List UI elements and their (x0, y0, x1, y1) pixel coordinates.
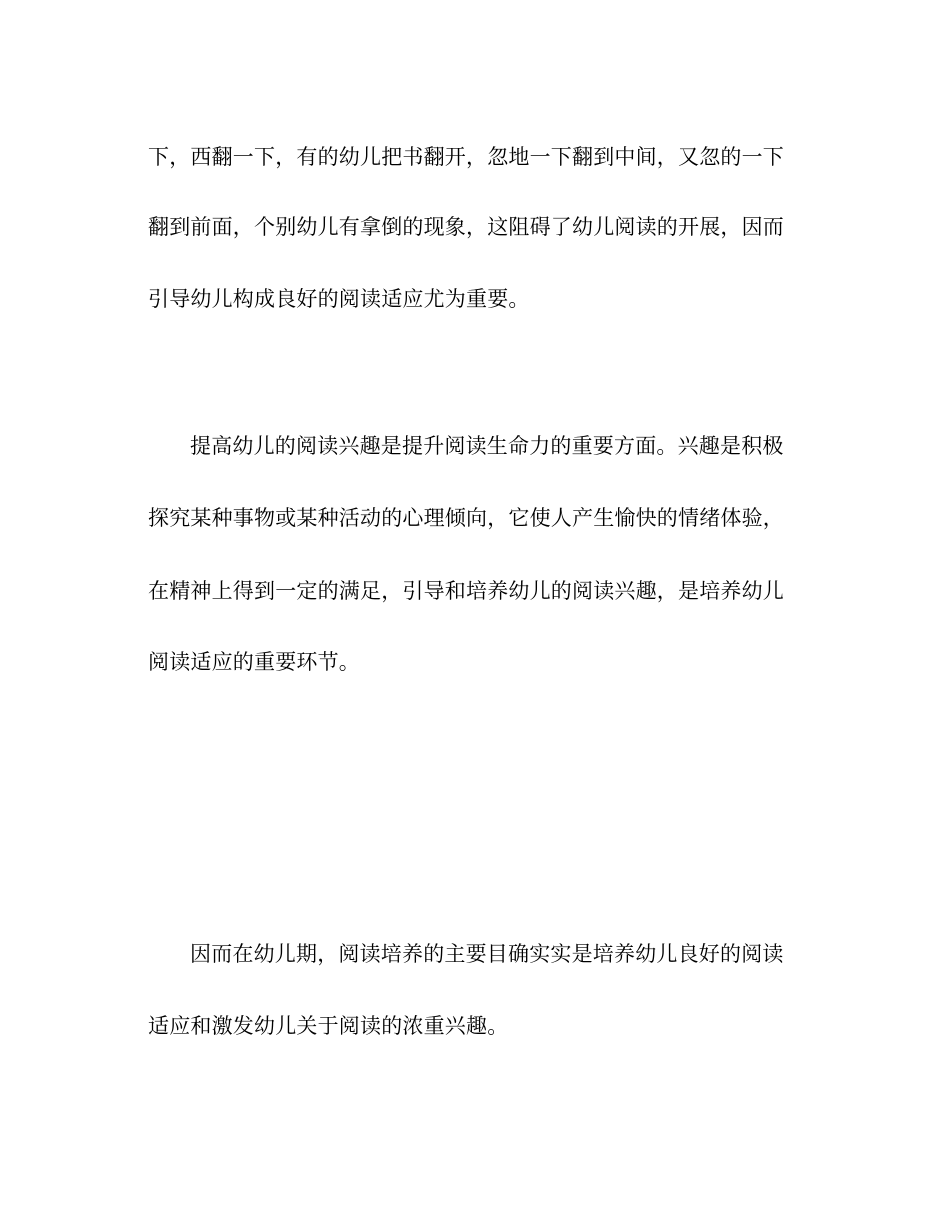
paragraph-line: 阅读适应的重要环节。 (148, 650, 360, 674)
paragraph-line: 提高幼儿的阅读兴趣是提升阅读生命力的重要方面。兴趣是积极 (190, 434, 784, 458)
paragraph-line: 适应和激发幼儿关于阅读的浓重兴趣。 (148, 1014, 509, 1038)
paragraph-line: 引导幼儿构成良好的阅读适应尤为重要。 (148, 287, 530, 311)
paragraph-line: 在精神上得到一定的满足，引导和培养幼儿的阅读兴趣，是培养幼儿 (148, 579, 784, 603)
paragraph-line: 下，西翻一下，有的幼儿把书翻开，忽地一下翻到中间，又忽的一下 (148, 145, 784, 169)
paragraph-line: 因而在幼儿期，阅读培养的主要目确实实是培养幼儿良好的阅读 (190, 942, 784, 966)
paragraph-line: 探究某种事物或某种活动的心理倾向，它使人产生愉快的情绪体验， (148, 506, 784, 530)
paragraph-line: 翻到前面，个别幼儿有拿倒的现象，这阻碍了幼儿阅读的开展，因而 (148, 215, 784, 239)
